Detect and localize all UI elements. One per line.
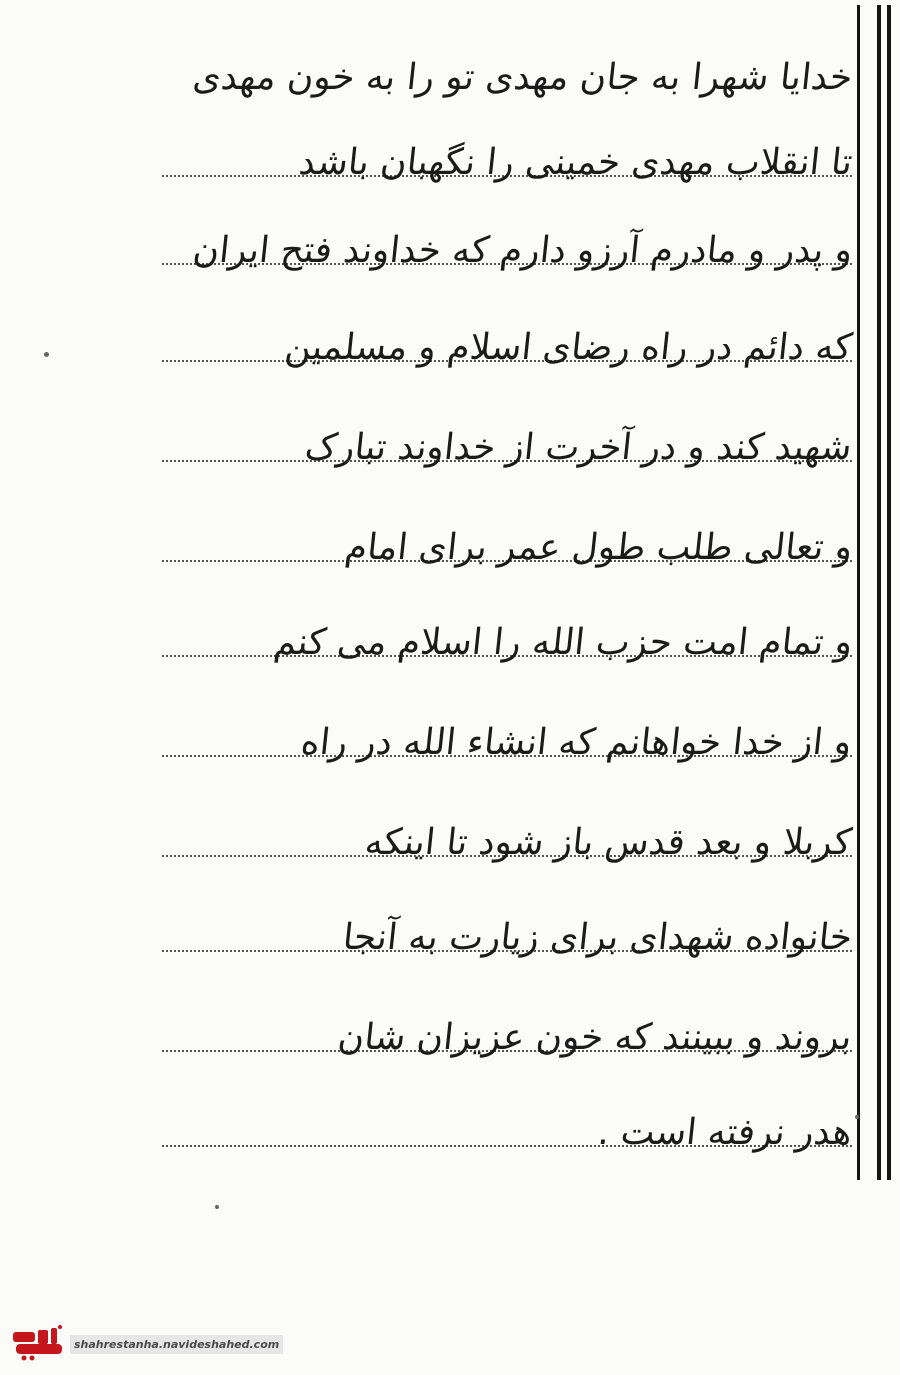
letter-line (303, 410, 855, 470)
letter-line-text: و تعالی طلب طول عمر برای امام (342, 527, 855, 568)
letter-line (271, 605, 855, 665)
letter-line (336, 1000, 855, 1060)
letter-line-text: خدایا شهرا به جان مهدی تو را به خون مهدی (190, 57, 855, 98)
letter-line (340, 900, 855, 960)
letter-line (282, 310, 855, 370)
scan-speck (44, 352, 49, 357)
letter-line (296, 125, 855, 185)
site-watermark (10, 1322, 280, 1366)
letter-line (596, 1095, 855, 1155)
scan-speck (855, 1115, 859, 1119)
letter-line (342, 510, 855, 570)
letter-line (363, 805, 855, 865)
letter-line (299, 705, 855, 765)
letter-line-text: و از خدا خواهانم که انشاء الله در راه (299, 722, 855, 763)
letter-line-text: تا انقلاب مهدی خمینی را نگهبان باشد (296, 142, 855, 183)
letter-line-text: بروند و ببینند که خون عزیزان شان (336, 1017, 855, 1058)
letter-line-text: که دائم در راه رضای اسلام و مسلمین (282, 327, 855, 368)
letter-line-text: و پدر و مادرم آرزو دارم که خداوند فتح ایران (190, 230, 855, 271)
letter-line-text: هدر نرفته است . (596, 1112, 855, 1153)
navideshahed-logo-icon (10, 1324, 68, 1364)
letter-line-text: خانواده شهدای برای زیارت به آنجا (340, 917, 855, 958)
letter-line-text: شهید کند و در آخرت از خداوند تبارک (303, 427, 855, 468)
letter-line (190, 40, 855, 100)
letter-line (190, 213, 855, 273)
watermark-url: shahrestanha.navideshahed.com (70, 1335, 283, 1354)
scan-speck (215, 1205, 219, 1209)
letter-line-text: و تمام امت حزب الله را اسلام می کنم (271, 622, 855, 663)
letter-line-text: کربلا و بعد قدس باز شود تا اینکه (363, 822, 855, 863)
